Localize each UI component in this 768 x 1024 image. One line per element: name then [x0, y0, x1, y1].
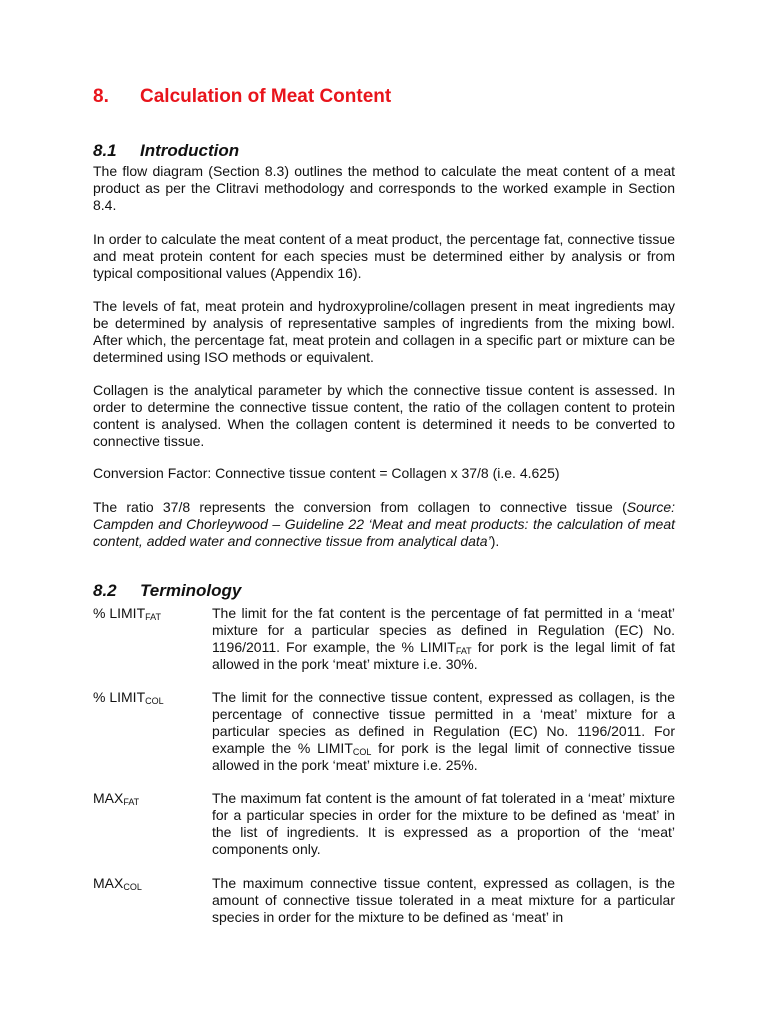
term-def-sub: FAT [455, 646, 472, 656]
section-title [93, 86, 391, 108]
intro-paragraph-1: The flow diagram (Section 8.3) outlines the method to calculate the meat content of a meat product as per the Clitravi methodology and corresponds to the worked example in Section 8.4. [93, 163, 675, 213]
term-def-limit-fat [212, 605, 675, 673]
intro-paragraph-3: The levels of fat, meat protein and hydroxyproline/collagen present in meat ingredients may be determined by analysis of representative samples of ingredients from the mixing bowl. After which, the percentage fat, meat protein and collagen in a specific part or mixture can be determined using ISO methods or equivalent. [93, 298, 675, 365]
term-label-max-col [93, 875, 142, 896]
conversion-factor: Conversion Factor: Connective tissue content = Collagen x 37/8 (i.e. 4.625) [93, 465, 560, 481]
term-label-sub: COL [123, 882, 142, 892]
term-label-max-fat [93, 790, 139, 811]
intro-paragraph-6 [93, 499, 675, 550]
term-label-text: % LIMIT [93, 689, 146, 705]
intro-paragraph-4: Collagen is the analytical parameter by which the connective tissue content is assessed. In order to determine the connective tissue content, the ratio of the collagen content to protein content is analysed. When the collagen content is determined it needs to be converted to connective tissue. [93, 382, 675, 449]
intro-heading [93, 141, 239, 161]
ratio-text: The ratio 37/8 represents the conversion from collagen to connective tissue ( [93, 499, 627, 515]
term-label-text: MAX [93, 790, 124, 806]
term-def-max-col: The maximum connective tissue content, expressed as collagen, is the amount of connective tissue tolerated in a meat mixture for a particular species in order for the mixture to be defined as ‘meat’ in [212, 875, 675, 925]
term-def-text: The limit for the connective tissue content, expressed as collagen, is the percentage of connective tissue permitted in a ‘meat’ mixture for a particular species as defined in Regulation (EC) No. 1196/2011. For example the % LIMIT [212, 689, 675, 756]
term-label-text: % LIMIT [93, 605, 146, 621]
term-label-limit-fat [93, 605, 161, 626]
intro-heading-text: Introduction [140, 141, 240, 160]
term-label-text: MAX [93, 875, 124, 891]
intro-paragraph-2: In order to calculate the meat content of a meat product, the percentage fat, connective tissue and meat protein content for each species must be determined either by analysis or from typical compositional values (Appendix 16). [93, 231, 675, 281]
term-label-sub: COL [145, 696, 164, 706]
term-def-text-end: for pork is the legal limit of fat allowed in the pork ‘meat’ mixture i.e. 30%. [212, 639, 676, 672]
term-label-sub: FAT [145, 612, 161, 622]
intro-number: 8.1 [93, 141, 117, 160]
term-label-sub: FAT [123, 797, 140, 807]
term-def-text-end: for pork is the legal limit of connective tissue allowed in the pork ‘meat’ mixture i.e. 25%. [212, 740, 676, 773]
terminology-number: 8.2 [93, 581, 117, 600]
source-citation: Source: Campden and Chorleywood – Guideline 22 ‘Meat and meat products: the calculation of meat content, added water and connective tissue from analytical data’ [93, 499, 675, 549]
section-title-text: Calculation of Meat Content [140, 86, 392, 107]
section-number: 8. [93, 86, 109, 107]
term-def-max-fat: The maximum fat content is the amount of fat tolerated in a ‘meat’ mixture for a particular species in order for the mixture to be defined as ‘meat’ in the list of ingredients. It is expressed as a proportion of the ‘meat’ components only. [212, 790, 675, 857]
terminology-heading [93, 581, 241, 601]
term-def-sub: COL [352, 747, 372, 757]
terminology-heading-text: Terminology [140, 581, 242, 600]
term-label-limit-col [93, 689, 164, 710]
ratio-end: ). [490, 533, 500, 549]
term-def-limit-col [212, 689, 675, 774]
term-def-text: The limit for the fat content is the percentage of fat permitted in a ‘meat’ mixture for a particular species as defined in Regulation (EC) No. 1196/2011. For example, the % LIMIT [212, 605, 675, 655]
